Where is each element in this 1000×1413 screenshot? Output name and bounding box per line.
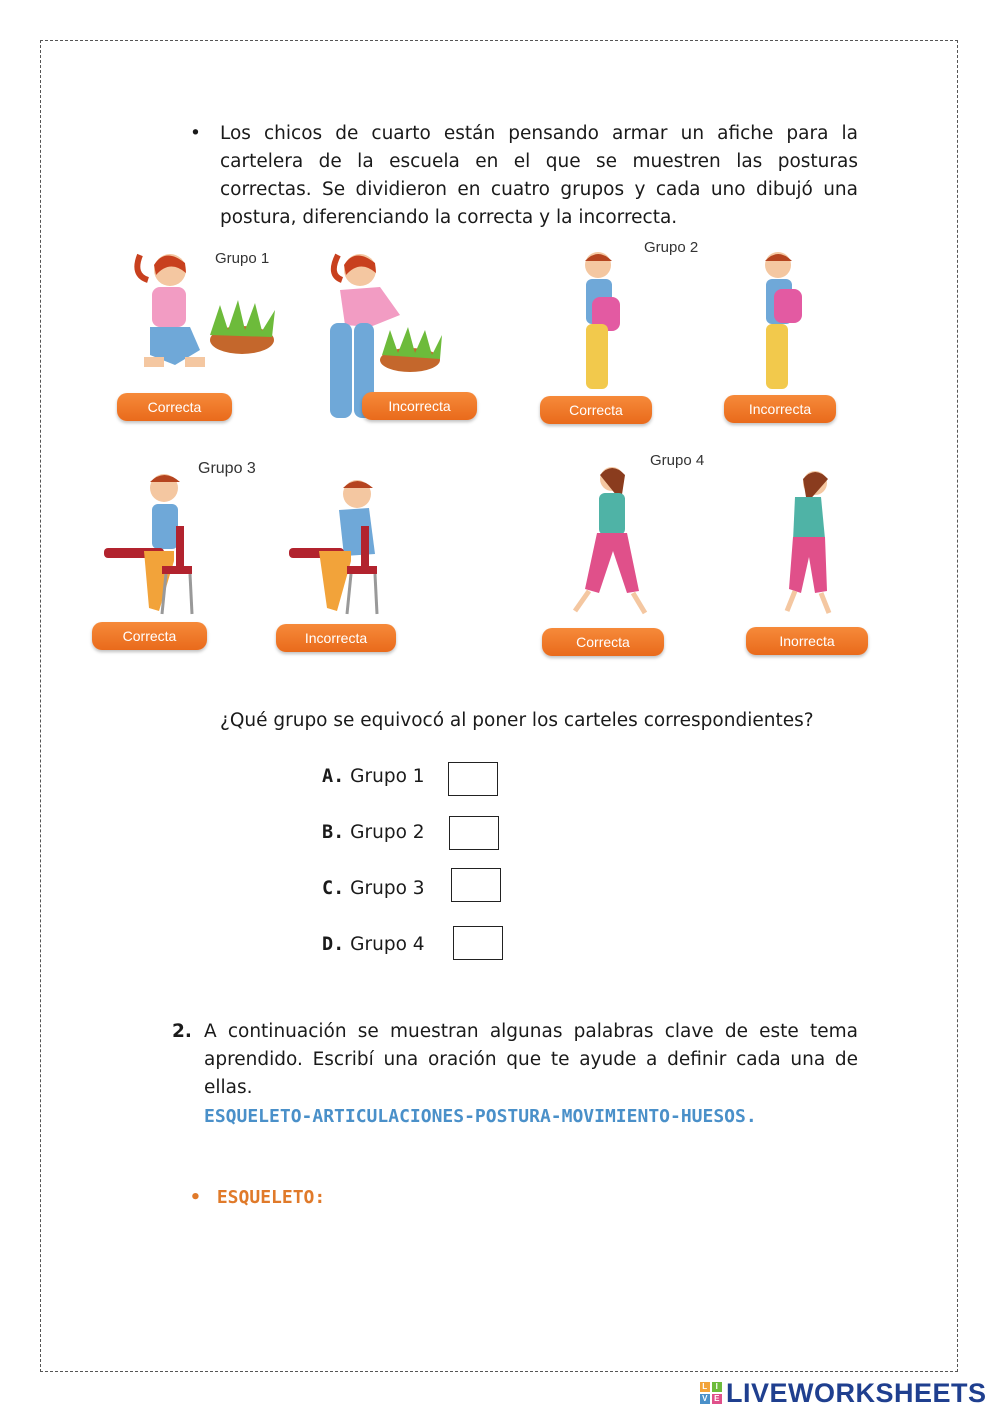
boy-backpack-correct-illustration <box>568 247 638 397</box>
option-letter: C. <box>322 878 345 899</box>
option-label: Grupo 1 <box>350 766 425 787</box>
bullet: • <box>190 123 201 144</box>
girl-walking-correct-illustration <box>567 461 657 621</box>
group-1-right-tag: Incorrecta <box>362 392 477 420</box>
option-label: Grupo 4 <box>350 934 425 955</box>
group-4-panel <box>512 446 912 676</box>
bullet: • <box>190 1187 201 1208</box>
option-label: Grupo 2 <box>350 822 425 843</box>
question-2-text: A continuación se muestran algunas palabras clave de este tema aprendido. Escribí una oración que te ayude a definir cada una de ellas. <box>204 1021 858 1098</box>
question-2 <box>172 1018 858 1102</box>
group-2-right-tag: Incorrecta <box>724 395 836 423</box>
option-letter: A. <box>322 766 345 787</box>
option-c <box>322 878 425 899</box>
group-1-left-tag: Correcta <box>117 393 232 421</box>
group-4-title: Grupo 4 <box>650 452 705 469</box>
logo-mark-e: E <box>712 1394 722 1404</box>
intro-text: Los chicos de cuarto están pensando armar un afiche para la cartelera de la escuela en el que se muestren las posturas correctas. Se dividieron en cuatro grupos y cada uno dibujó una postura, diferenciando la correcta y la incorrecta. <box>220 123 858 228</box>
option-d-checkbox[interactable] <box>453 926 503 960</box>
option-a-checkbox[interactable] <box>448 762 498 796</box>
group-3-panel <box>64 456 414 678</box>
girl-walking-incorrect-illustration <box>767 461 847 621</box>
group-3-right-tag: Incorrecta <box>276 624 396 652</box>
option-letter: D. <box>322 934 345 955</box>
question-text: ¿Qué grupo se equivocó al poner los carteles correspondientes? <box>220 710 814 731</box>
option-b <box>322 822 425 843</box>
option-a <box>322 766 425 787</box>
option-c-checkbox[interactable] <box>451 868 501 902</box>
esqueleto-label: ESQUELETO: <box>216 1187 326 1208</box>
question-2-number: 2. <box>172 1021 192 1042</box>
boy-sitting-incorrect-illustration <box>289 466 399 616</box>
logo-mark-i: I <box>712 1382 722 1392</box>
group-1-title: Grupo 1 <box>215 250 270 267</box>
option-label: Grupo 3 <box>350 878 425 899</box>
girl-squatting-plant-illustration <box>130 245 290 395</box>
esqueleto-item <box>190 1187 325 1208</box>
group-1-panel <box>80 240 482 440</box>
group-2-title: Grupo 2 <box>644 239 699 256</box>
option-d <box>322 934 425 955</box>
group-4-right-tag: Inorrecta <box>746 627 868 655</box>
intro-paragraph <box>190 120 858 232</box>
option-letter: B. <box>322 822 345 843</box>
group-4-left-tag: Correcta <box>542 628 664 656</box>
keywords-list: ESQUELETO-ARTICULACIONES-POSTURA-MOVIMIENTO-HUESOS. <box>204 1106 757 1127</box>
boy-sitting-correct-illustration <box>104 466 214 616</box>
option-b-checkbox[interactable] <box>449 816 499 850</box>
logo-mark-v: V <box>700 1394 710 1404</box>
logo-mark-l: L <box>700 1382 710 1392</box>
logo-text: LIVEWORKSHEETS <box>726 1377 987 1408</box>
group-3-left-tag: Correcta <box>92 622 207 650</box>
group-3-title: Grupo 3 <box>198 460 256 477</box>
boy-backpack-incorrect-illustration <box>748 247 818 397</box>
logo-mark-icon <box>700 1382 722 1404</box>
group-2-left-tag: Correcta <box>540 396 652 424</box>
group-2-panel <box>518 232 898 432</box>
liveworksheets-logo <box>700 1378 987 1408</box>
